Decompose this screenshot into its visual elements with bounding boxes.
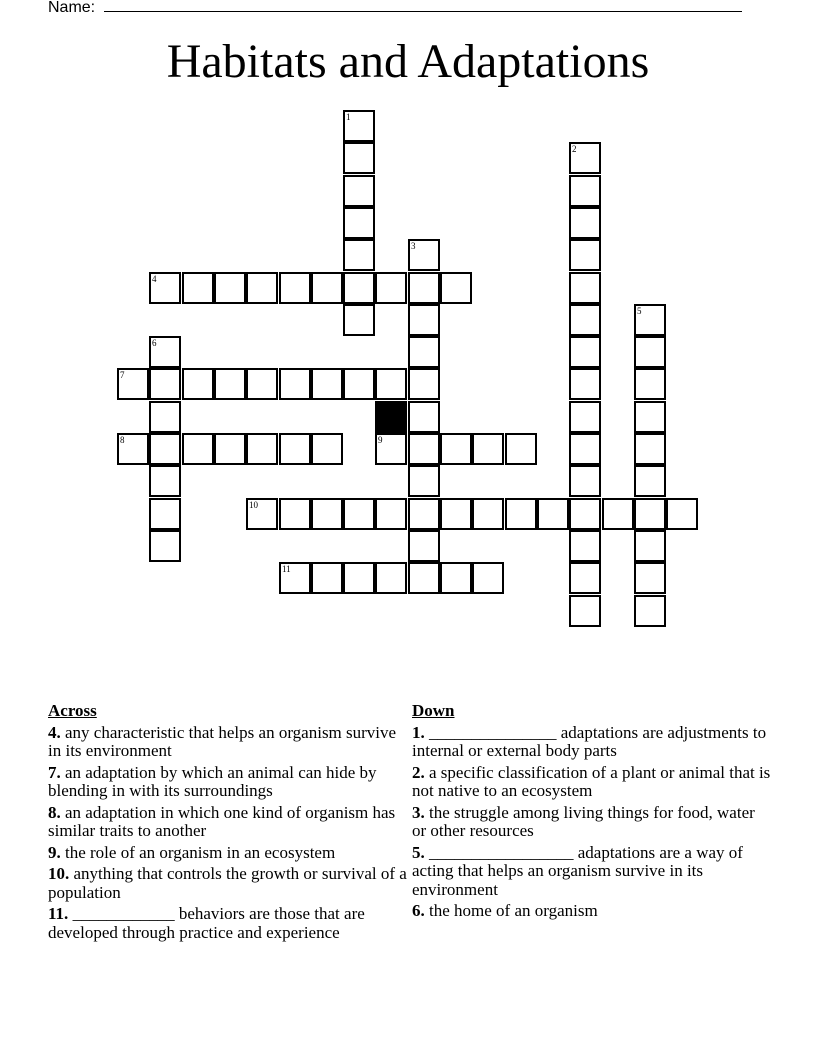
crossword-cell[interactable] bbox=[375, 433, 407, 465]
crossword-cell[interactable] bbox=[343, 175, 375, 207]
crossword-cell[interactable] bbox=[569, 175, 601, 207]
clue-number: 4 bbox=[152, 274, 157, 284]
clue-number: 7 bbox=[120, 370, 125, 380]
crossword-cell[interactable] bbox=[246, 433, 278, 465]
across-heading: Across bbox=[48, 701, 97, 720]
crossword-cell[interactable] bbox=[279, 433, 311, 465]
crossword-cell[interactable] bbox=[569, 272, 601, 304]
crossword-cell[interactable] bbox=[279, 498, 311, 530]
crossword-cell[interactable] bbox=[408, 530, 440, 562]
clue-number: 8 bbox=[120, 435, 125, 445]
crossword-cell[interactable] bbox=[311, 498, 343, 530]
crossword-cell[interactable] bbox=[634, 433, 666, 465]
crossword-cell[interactable] bbox=[472, 562, 504, 594]
crossword-cell[interactable] bbox=[279, 562, 311, 594]
crossword-cell[interactable] bbox=[440, 272, 472, 304]
clue-across-9: 9. the role of an organism in an ecosystem bbox=[48, 842, 336, 862]
crossword-cell[interactable] bbox=[634, 368, 666, 400]
crossword-cell[interactable] bbox=[634, 530, 666, 562]
crossword-cell[interactable] bbox=[279, 368, 311, 400]
crossword-cell[interactable] bbox=[634, 595, 666, 627]
clue-across-10: 10. anything that controls the growth or survival of a population bbox=[48, 864, 407, 902]
crossword-cell[interactable] bbox=[440, 433, 472, 465]
crossword-cell[interactable] bbox=[343, 239, 375, 271]
crossword-cell[interactable] bbox=[214, 272, 246, 304]
crossword-cell[interactable] bbox=[569, 401, 601, 433]
crossword-cell[interactable] bbox=[343, 304, 375, 336]
crossword-cell[interactable] bbox=[408, 562, 440, 594]
crossword-cell[interactable] bbox=[569, 336, 601, 368]
crossword-cell[interactable] bbox=[408, 465, 440, 497]
crossword-cell[interactable] bbox=[149, 433, 181, 465]
crossword-cell[interactable] bbox=[569, 465, 601, 497]
crossword-cell[interactable] bbox=[149, 401, 181, 433]
crossword-cell[interactable] bbox=[666, 498, 698, 530]
crossword-cell[interactable] bbox=[343, 272, 375, 304]
crossword-cell[interactable] bbox=[472, 498, 504, 530]
crossword-cell[interactable] bbox=[569, 498, 601, 530]
clue-across-11: 11. ____________ behaviors are those that are developed through practice and experience bbox=[48, 904, 365, 942]
crossword-cell[interactable] bbox=[214, 368, 246, 400]
crossword-cell[interactable] bbox=[182, 433, 214, 465]
crossword-cell[interactable] bbox=[149, 530, 181, 562]
crossword-cell[interactable] bbox=[569, 433, 601, 465]
crossword-cell[interactable] bbox=[472, 433, 504, 465]
crossword-cell[interactable] bbox=[634, 562, 666, 594]
crossword-cell[interactable] bbox=[408, 239, 440, 271]
crossword-cell[interactable] bbox=[279, 272, 311, 304]
crossword-cell[interactable] bbox=[214, 433, 246, 465]
clue-number: 3 bbox=[411, 241, 416, 251]
crossword-cell[interactable] bbox=[440, 498, 472, 530]
name-label: Name: bbox=[48, 0, 100, 16]
crossword-cell[interactable] bbox=[602, 498, 634, 530]
clue-number: 5 bbox=[637, 306, 642, 316]
clue-number: 10 bbox=[249, 500, 258, 510]
clue-number: 9 bbox=[378, 435, 383, 445]
crossword-cell[interactable] bbox=[375, 562, 407, 594]
crossword-cell[interactable] bbox=[343, 498, 375, 530]
crossword-cell[interactable] bbox=[569, 207, 601, 239]
clue-across-8: 8. an adaptation in which one kind of organism has similar traits to another bbox=[48, 802, 396, 840]
page-title: Habitats and Adaptations bbox=[166, 35, 650, 88]
crossword-cell[interactable] bbox=[246, 498, 278, 530]
crossword-cell[interactable] bbox=[408, 433, 440, 465]
crossword-cell[interactable] bbox=[375, 272, 407, 304]
clue-down-1: 1. _______________ adaptations are adjustments to internal or external body parts bbox=[412, 722, 767, 760]
crossword-cell[interactable] bbox=[569, 562, 601, 594]
crossword-cell[interactable] bbox=[408, 336, 440, 368]
crossword-cell[interactable] bbox=[408, 272, 440, 304]
crossword-cell[interactable] bbox=[246, 272, 278, 304]
crossword-cell[interactable] bbox=[375, 368, 407, 400]
crossword-cell[interactable] bbox=[311, 368, 343, 400]
crossword-cell[interactable] bbox=[569, 368, 601, 400]
crossword-cell[interactable] bbox=[634, 336, 666, 368]
crossword-cell[interactable] bbox=[634, 498, 666, 530]
crossword-cell[interactable] bbox=[569, 239, 601, 271]
crossword-cell[interactable] bbox=[343, 562, 375, 594]
crossword-cell[interactable] bbox=[569, 304, 601, 336]
clue-down-6: 6. the home of an organism bbox=[412, 901, 598, 920]
crossword-cell[interactable] bbox=[408, 498, 440, 530]
clue-down-3: 3. the struggle among living things for food, water or other resources bbox=[412, 802, 755, 840]
clue-number: 1 bbox=[346, 112, 351, 122]
crossword-cell[interactable] bbox=[149, 465, 181, 497]
crossword-cell[interactable] bbox=[149, 368, 181, 400]
crossword-cell[interactable] bbox=[408, 304, 440, 336]
across-clues bbox=[48, 702, 408, 945]
crossword-cell[interactable] bbox=[505, 433, 537, 465]
clue-down-2: 2. a specific classification of a plant or animal that is not native to an ecosystem bbox=[412, 762, 771, 800]
crossword-cell[interactable] bbox=[149, 272, 181, 304]
crossword-cell[interactable] bbox=[537, 498, 569, 530]
crossword-cell[interactable] bbox=[311, 562, 343, 594]
crossword-cell[interactable] bbox=[375, 498, 407, 530]
crossword-cell[interactable] bbox=[343, 207, 375, 239]
crossword-cell[interactable] bbox=[117, 368, 149, 400]
crossword-cell[interactable] bbox=[311, 433, 343, 465]
down-clues bbox=[412, 702, 772, 924]
clue-down-5: 5. _________________ adaptations are a way of acting that helps an organism survive in its environment bbox=[412, 842, 743, 899]
crossword-cell[interactable] bbox=[343, 368, 375, 400]
down-heading: Down bbox=[412, 701, 455, 720]
crossword-cell[interactable] bbox=[246, 368, 278, 400]
crossword-cell[interactable] bbox=[408, 368, 440, 400]
crossword-cell[interactable] bbox=[182, 368, 214, 400]
crossword-cell[interactable] bbox=[408, 401, 440, 433]
crossword-cell[interactable] bbox=[149, 498, 181, 530]
crossword-cell[interactable] bbox=[569, 142, 601, 174]
clue-across-7: 7. an adaptation by which an animal can hide by blending in with its surroundings bbox=[48, 762, 377, 800]
crossword-cell[interactable] bbox=[634, 304, 666, 336]
clue-across-4: 4. any characteristic that helps an organism survive in its environment bbox=[48, 722, 397, 760]
crossword-cell[interactable] bbox=[311, 272, 343, 304]
crossword-cell[interactable] bbox=[343, 142, 375, 174]
crossword-cell[interactable] bbox=[149, 336, 181, 368]
crossword-cell[interactable] bbox=[569, 595, 601, 627]
clue-number: 11 bbox=[282, 564, 291, 574]
crossword-cell[interactable] bbox=[343, 110, 375, 142]
crossword-cell[interactable] bbox=[634, 465, 666, 497]
crossword-cell[interactable] bbox=[440, 562, 472, 594]
crossword-cell[interactable] bbox=[634, 401, 666, 433]
clue-number: 2 bbox=[572, 144, 577, 154]
crossword-cell[interactable] bbox=[182, 272, 214, 304]
crossword-cell[interactable] bbox=[117, 433, 149, 465]
black-cell bbox=[375, 401, 407, 433]
clue-number: 6 bbox=[152, 338, 157, 348]
crossword-cell[interactable] bbox=[569, 530, 601, 562]
crossword-cell[interactable] bbox=[505, 498, 537, 530]
